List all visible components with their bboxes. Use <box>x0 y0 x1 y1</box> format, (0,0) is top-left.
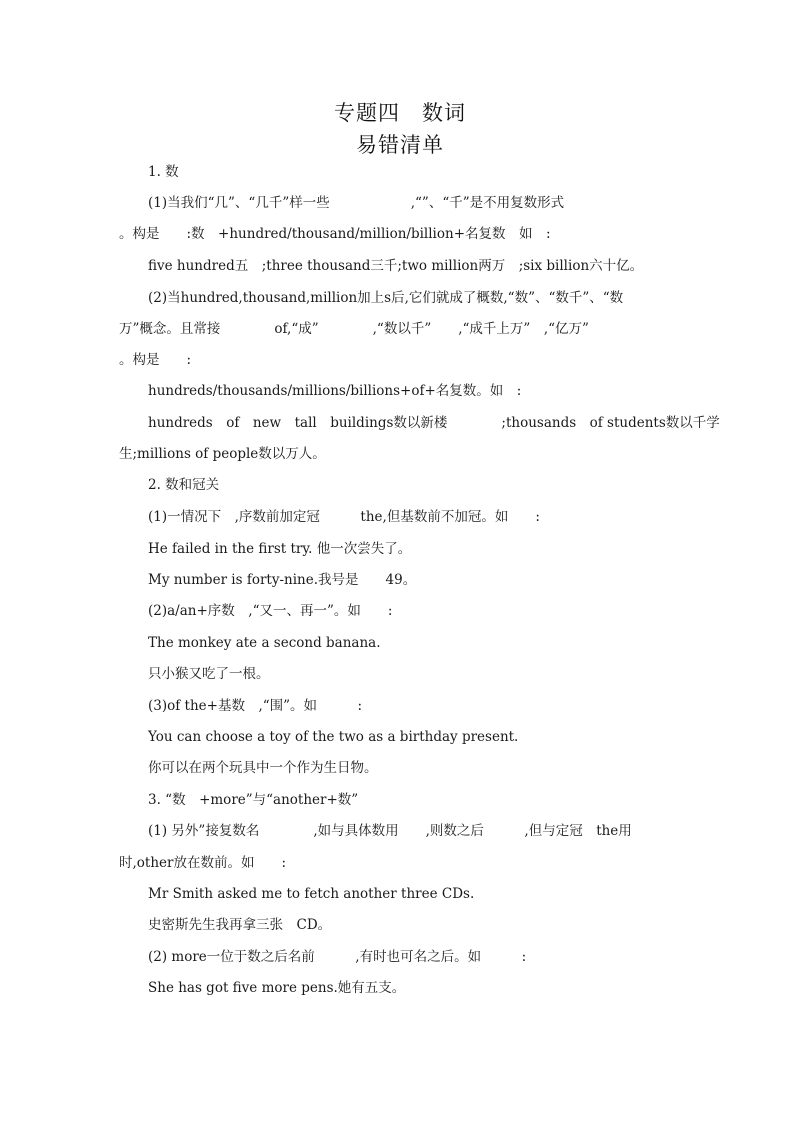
paragraph-line: 时,other放在数前。如 : <box>119 855 287 871</box>
section-heading-2: 2. 数和冠关 <box>148 477 220 493</box>
paragraph-line: (1) 另外”接复数名 ,如与具体数用 ,则数之后 ,但与定冠 the用 <box>148 823 632 839</box>
paragraph-line: (1)一情况下 ,序数前加定冠 the,但基数前不加冠。如 : <box>148 509 540 525</box>
example-line: five hundred五 ;three thousand三千;two million两万 ;six billion六十亿。 <box>148 258 644 274</box>
example-line: My number is forty-nine.我号是 49。 <box>148 572 417 588</box>
section-heading-1: 1. 数 <box>148 164 179 180</box>
page-subtitle: 易错清单 <box>356 133 444 157</box>
example-line: She has got five more pens.她有五支。 <box>148 980 406 996</box>
example-line: He failed in the first try. 他一次尝失了。 <box>148 541 412 557</box>
example-line: hundreds/thousands/millions/billions+of+名复数。如 : <box>148 383 522 399</box>
example-line: hundreds of new tall buildings数以新楼 ;thousands of students数以千学 <box>148 415 720 431</box>
example-line: You can choose a toy of the two as a birthday present. <box>148 729 519 745</box>
paragraph-line: (2) more一位于数之后名前 ,有时也可名之后。如 : <box>148 949 527 965</box>
paragraph-line: 。构是 :数 +hundred/thousand/million/billion+名复数 如 : <box>119 226 551 242</box>
paragraph-line: (3)of the+基数 ,“围”。如 : <box>148 698 363 714</box>
example-line: 史密斯先生我再拿三张 CD。 <box>148 917 332 933</box>
example-line: 你可以在两个玩具中一个作为生日物。 <box>148 760 378 776</box>
paragraph-line: 。构是 : <box>119 352 192 368</box>
example-line: 生;millions of people数以万人。 <box>119 446 326 462</box>
paragraph-line: (1)当我们“几”、“几千”样一些 ,“”、“千”是不用复数形式 <box>148 195 565 211</box>
section-heading-3: 3. “数 +more”与“another+数” <box>148 792 359 808</box>
paragraph-line: (2)a/an+序数 ,“又一、再一”。如 : <box>148 603 393 619</box>
paragraph-line: 万”概念。且常接 of,“成” ,“数以千” ,“成千上万” ,“亿万” <box>119 321 589 337</box>
example-line: Mr Smith asked me to fetch another three CDs. <box>148 886 475 902</box>
example-line: The monkey ate a second banana. <box>148 635 381 651</box>
page-title: 专题四 数词 <box>334 101 466 125</box>
example-line: 只小猴又吃了一根。 <box>148 666 270 682</box>
paragraph-line: (2)当hundred,thousand,million加上s后,它们就成了概数,“数”、“数千”、“数 <box>148 290 624 306</box>
